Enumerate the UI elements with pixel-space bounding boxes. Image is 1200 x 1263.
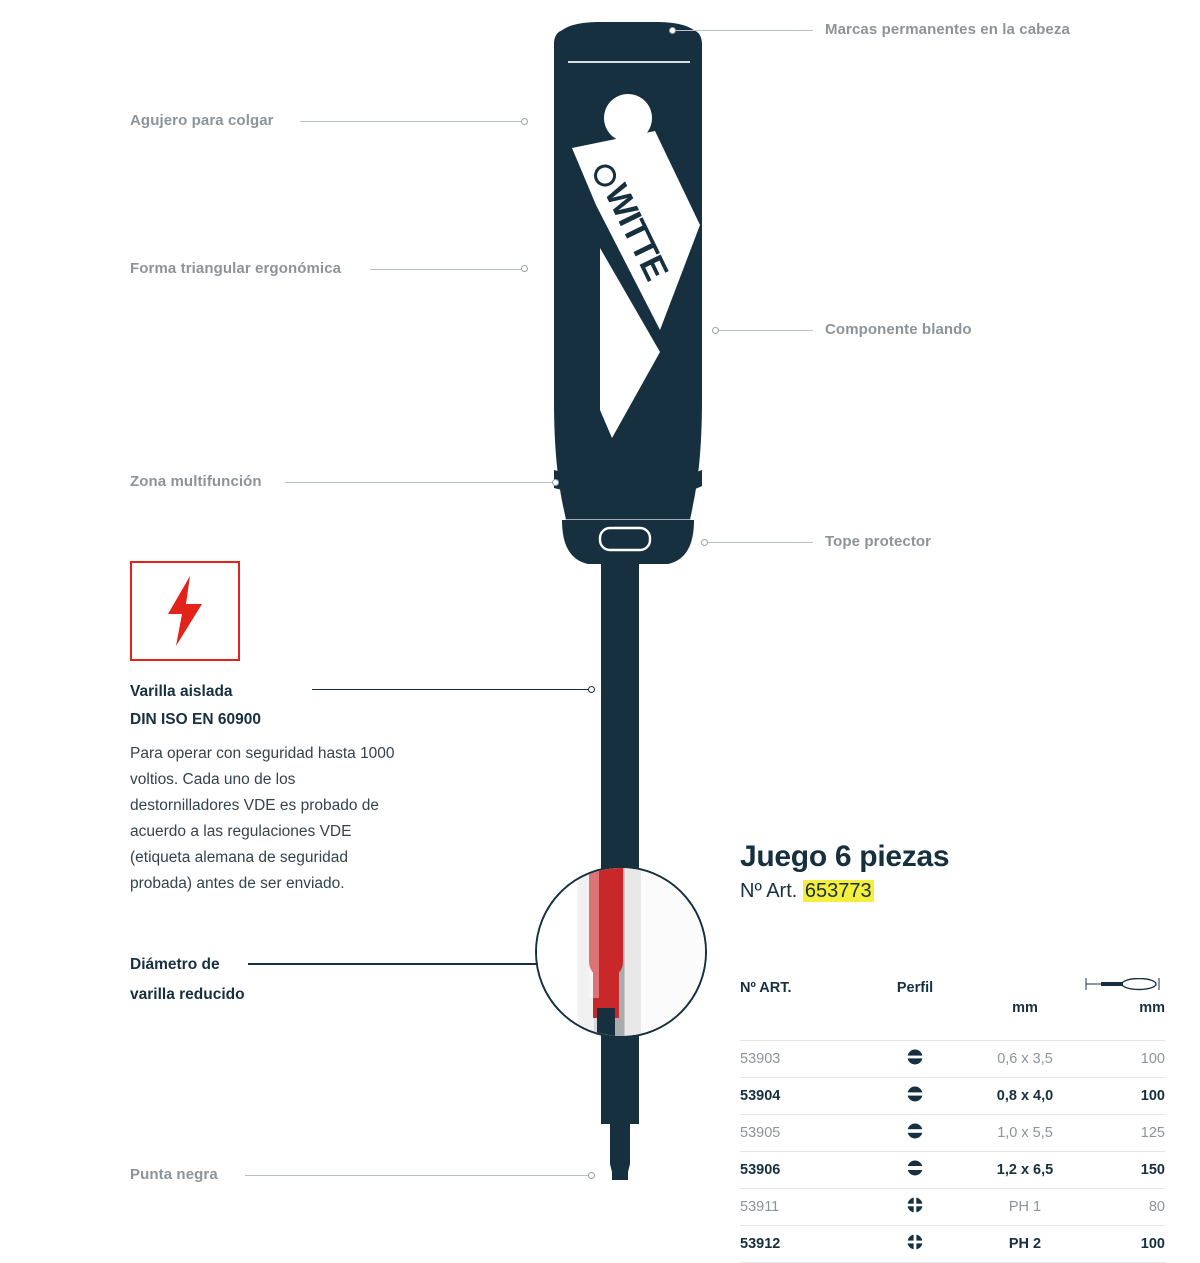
cell-size: 1,2 x 6,5 [970, 1152, 1080, 1189]
leader-line-triangular-shape [370, 269, 522, 270]
article-number: 653773 [804, 880, 872, 902]
callout-label-protective-stop: Tope protector [825, 533, 932, 550]
cell-length: 150 [1080, 1152, 1165, 1189]
callout-label-multifunction-zone: Zona multifunción [130, 473, 262, 490]
leader-line-black-tip [245, 1175, 590, 1176]
article-line [740, 880, 874, 903]
table-header-length [1080, 980, 1165, 1000]
table-header-art: Nº ART. [740, 980, 792, 996]
cell-art: 53904 [740, 1078, 860, 1115]
leader-dot-black-tip [588, 1172, 595, 1179]
callout-label-black-tip: Punta negra [130, 1166, 218, 1183]
phillips-tip-icon [905, 1195, 925, 1215]
leader-dot-protective-stop [701, 539, 708, 546]
table-header-size [970, 980, 1080, 1000]
callout-label-soft-component: Componente blando [825, 321, 972, 338]
cell-profile [860, 1078, 970, 1115]
cell-profile [860, 1189, 970, 1226]
callout-label-head-markings: Marcas permanentes en la cabeza [825, 21, 1070, 38]
insulated-title-line2: DIN ISO EN 60900 [130, 711, 261, 728]
insulated-title-line1: Varilla aislada [130, 683, 233, 700]
table-header-profile: Perfil [896, 980, 934, 996]
phillips-tip-icon [905, 1232, 925, 1252]
cell-size: PH 1 [970, 1189, 1080, 1226]
set-title: Juego 6 piezas [740, 840, 950, 873]
lightning-bolt-icon [162, 574, 208, 648]
table-row[interactable] [740, 1115, 1165, 1152]
cell-size: 0,8 x 4,0 [970, 1078, 1080, 1115]
cell-art: 53903 [740, 1041, 860, 1078]
leader-dot-triangular-shape [521, 265, 528, 272]
callout-label-triangular-shape: Forma triangular ergonómica [130, 260, 342, 277]
brand-logo [598, 148, 688, 328]
cell-profile [860, 1115, 970, 1152]
table-row[interactable] [740, 1189, 1165, 1226]
cell-length: 100 [1080, 1078, 1165, 1115]
high-voltage-icon [130, 561, 240, 661]
table-row[interactable] [740, 1078, 1165, 1115]
leader-line-head-markings [676, 30, 813, 31]
leader-dot-head-markings [669, 27, 676, 34]
slotted-tip-icon [905, 1084, 925, 1104]
article-table [740, 980, 1165, 1263]
leader-line-protective-stop [708, 542, 813, 543]
leader-dot-multifunction-zone [552, 479, 559, 486]
brand-text: WITTE [596, 178, 676, 286]
table-header-length-unit: mm [1139, 1000, 1165, 1016]
cell-size: 1,0 x 5,5 [970, 1115, 1080, 1152]
leader-line-hanging-hole [300, 121, 522, 122]
cell-size: PH 2 [970, 1226, 1080, 1263]
leader-line-soft-component [718, 330, 813, 331]
insulated-paragraph: Para operar con seguridad hasta 1000 voltios. Cada uno de los destornilladores VDE es probado de acuerdo a las regulaciones VDE (etiqueta alemana de seguridad probada) antes de ser enviado. [130, 745, 395, 892]
magnifier-detail [535, 866, 707, 1038]
cell-art: 53912 [740, 1226, 860, 1263]
cell-profile [860, 1152, 970, 1189]
table-row[interactable] [740, 1041, 1165, 1078]
leader-dot-hanging-hole [521, 118, 528, 125]
cell-art: 53906 [740, 1152, 860, 1189]
table-row[interactable] [740, 1226, 1165, 1263]
cell-profile [860, 1041, 970, 1078]
table-header-size-unit: mm [1012, 1000, 1038, 1016]
cell-length: 80 [1080, 1189, 1165, 1226]
callout-label-hanging-hole: Agujero para colgar [130, 112, 274, 129]
cell-length: 100 [1080, 1041, 1165, 1078]
slotted-tip-icon [905, 1158, 925, 1178]
leader-line-diameter [248, 963, 538, 965]
cell-profile [860, 1226, 970, 1263]
cell-size: 0,6 x 3,5 [970, 1041, 1080, 1078]
leader-line-insulated-shaft [312, 689, 590, 690]
leader-dot-insulated-shaft [588, 686, 595, 693]
diameter-line2: varilla reducido [130, 986, 245, 1003]
slotted-tip-icon [905, 1047, 925, 1067]
diameter-line1: Diámetro de [130, 956, 220, 973]
table-row[interactable] [740, 1152, 1165, 1189]
cell-length: 100 [1080, 1226, 1165, 1263]
cell-length: 125 [1080, 1115, 1165, 1152]
leader-dot-soft-component [712, 327, 719, 334]
leader-line-multifunction-zone [285, 482, 553, 483]
cell-art: 53905 [740, 1115, 860, 1152]
article-label: Nº Art. [740, 880, 798, 902]
slotted-tip-icon [905, 1121, 925, 1141]
table-body [740, 1041, 1165, 1263]
cell-art: 53911 [740, 1189, 860, 1226]
